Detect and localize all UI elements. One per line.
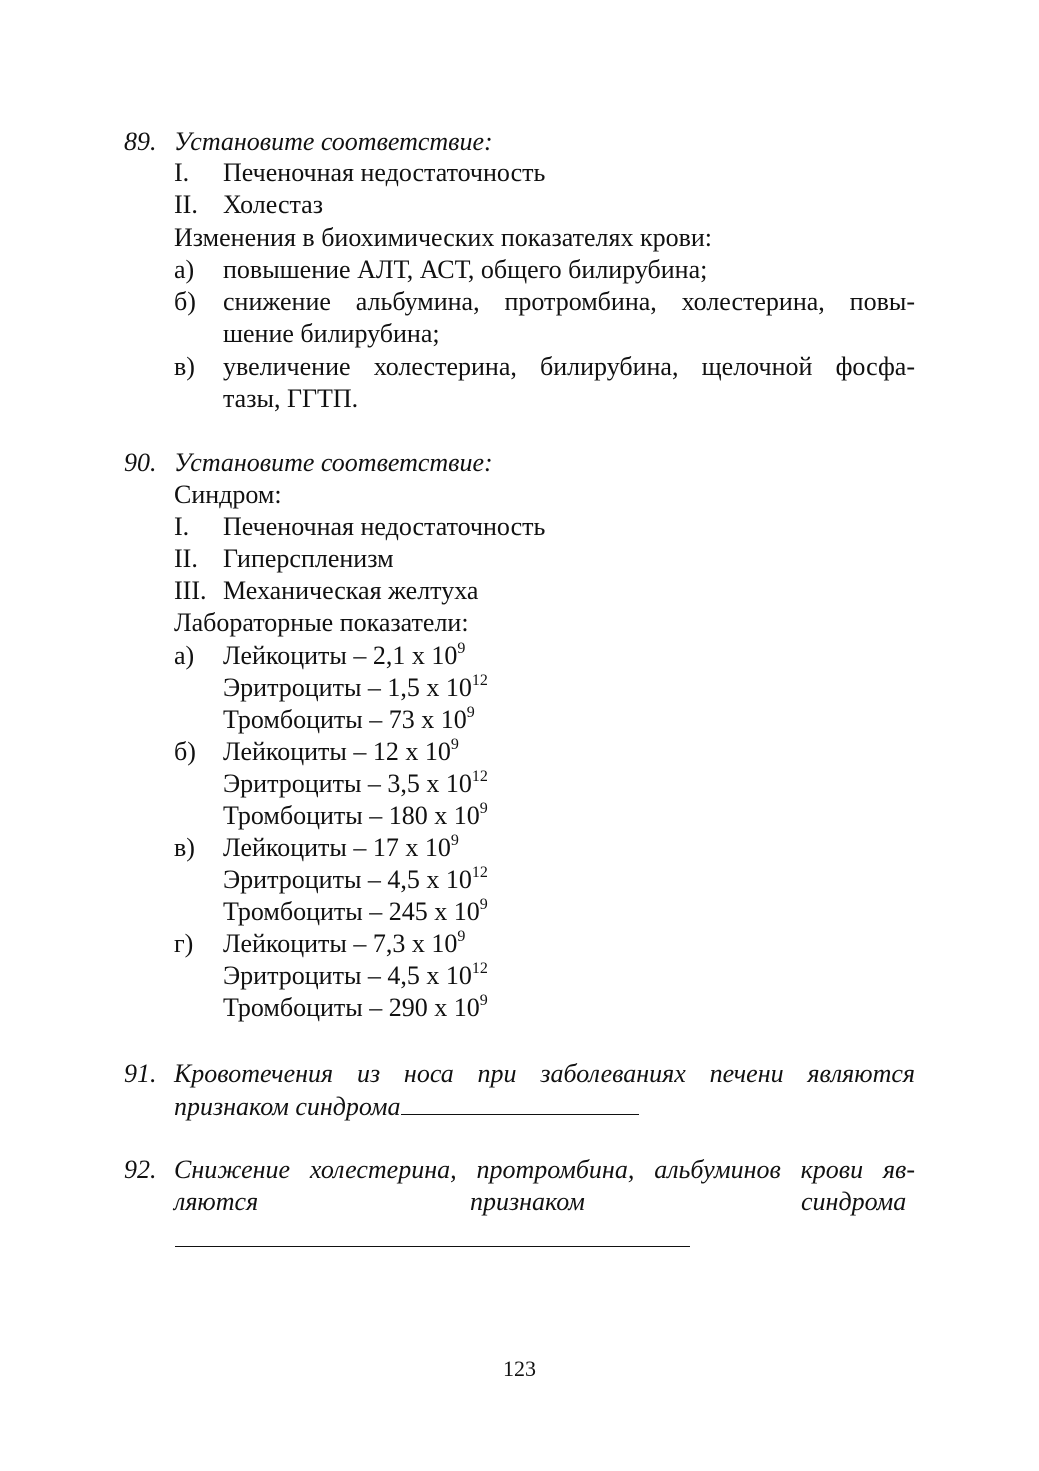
q89-option-text: Холестаз xyxy=(223,190,323,219)
q90-option-text: Печеночная недостаточность xyxy=(223,512,546,541)
q91-number: 91. xyxy=(124,1059,157,1088)
q89-option-text: Печеночная недостаточность xyxy=(223,158,546,187)
q90-lab-leukocytes: Лейкоциты – 2,1 х $10^9$ xyxy=(223,640,466,670)
q90-lab-thrombocytes: Тромбоциты – 245 х $10^9$ xyxy=(223,896,488,926)
q90-option-mark: III. xyxy=(174,576,207,605)
exponent: 9 xyxy=(457,640,466,657)
q89-option-mark: I. xyxy=(174,158,190,187)
q89-answer-text-cont: шение билирубина; xyxy=(223,319,440,348)
q90-lab-thrombocytes: Тромбоциты – 180 х $10^9$ xyxy=(223,800,488,830)
exponent: 9 xyxy=(466,704,475,721)
q92-text: Снижение холестерина, протромбина, альбуминов крови яв- xyxy=(174,1155,915,1184)
q90-lab-erythrocytes: Эритроциты – 4,5 х $10^{12}$ xyxy=(223,864,488,894)
q90-option-text: Гиперспленизм xyxy=(223,544,394,573)
q90-option-mark: II. xyxy=(174,544,198,573)
q89-answer-mark: в) xyxy=(174,352,195,381)
q90-answer-mark: в) xyxy=(174,833,195,862)
q90-number: 90. xyxy=(124,448,157,477)
q90-lab-thrombocytes: Тромбоциты – 73 х $10^9$ xyxy=(223,704,475,734)
q90-option-mark: I. xyxy=(174,512,190,541)
exponent: 9 xyxy=(450,832,459,849)
q90-answer-mark: а) xyxy=(174,641,195,670)
q89-answer-text: повышение АЛТ, АСТ, общего билирубина; xyxy=(223,255,708,284)
q89-answer-mark: б) xyxy=(174,287,196,316)
q90-answer-mark: г) xyxy=(174,929,194,958)
q90-subheading-syndrome: Синдром: xyxy=(174,480,282,509)
q89-heading: Установите соответствие: xyxy=(174,127,493,156)
q91-text: Кровотечения из носа при заболеваниях печени являются xyxy=(174,1059,915,1088)
q89-answer-mark: а) xyxy=(174,255,195,284)
q92-text-cont-3: синдрома xyxy=(801,1187,907,1216)
exponent: 9 xyxy=(479,896,488,913)
q90-lab-erythrocytes: Эритроциты – 3,5 х $10^{12}$ xyxy=(223,768,488,798)
q89-answer-text: снижение альбумина, протромбина, холестерина, повы- xyxy=(223,287,915,316)
q90-lab-leukocytes: Лейкоциты – 17 х $10^9$ xyxy=(223,832,459,862)
q91-text-cont: признаком синдрома xyxy=(174,1090,639,1122)
exponent: 12 xyxy=(471,960,488,977)
q90-lab-leukocytes: Лейкоциты – 12 х $10^9$ xyxy=(223,736,459,766)
q89-number: 89. xyxy=(124,127,157,156)
q90-lab-leukocytes: Лейкоциты – 7,3 х $10^9$ xyxy=(223,928,466,958)
answer-blank[interactable] xyxy=(401,1090,639,1115)
exponent: 12 xyxy=(471,864,488,881)
q89-answer-text-cont: тазы, ГГТП. xyxy=(223,384,359,413)
exponent: 12 xyxy=(471,672,488,689)
q89-option-mark: II. xyxy=(174,190,198,219)
q90-lab-erythrocytes: Эритроциты – 1,5 х $10^{12}$ xyxy=(223,672,488,702)
q89-subheading: Изменения в биохимических показателях крови: xyxy=(174,223,713,252)
q89-answer-text: увеличение холестерина, билирубина, щелочной фосфа- xyxy=(223,352,915,381)
q92-text-cont-2: признаком xyxy=(470,1187,585,1216)
q90-option-text: Механическая желтуха xyxy=(223,576,479,605)
q90-answer-mark: б) xyxy=(174,737,196,766)
q90-heading: Установите соответствие: xyxy=(174,448,493,477)
q92-number: 92. xyxy=(124,1155,157,1184)
exponent: 9 xyxy=(479,992,488,1009)
exponent: 12 xyxy=(471,768,488,785)
page-number: 123 xyxy=(503,1356,536,1381)
q92-text-cont-1: ляются xyxy=(174,1187,259,1216)
exponent: 9 xyxy=(450,736,459,753)
q90-lab-thrombocytes: Тромбоциты – 290 х $10^9$ xyxy=(223,992,488,1022)
exponent: 9 xyxy=(479,800,488,817)
q90-subheading-lab: Лабораторные показатели: xyxy=(174,608,469,637)
exponent: 9 xyxy=(457,928,466,945)
q90-lab-erythrocytes: Эритроциты – 4,5 х $10^{12}$ xyxy=(223,960,488,990)
answer-blank[interactable] xyxy=(175,1222,690,1247)
